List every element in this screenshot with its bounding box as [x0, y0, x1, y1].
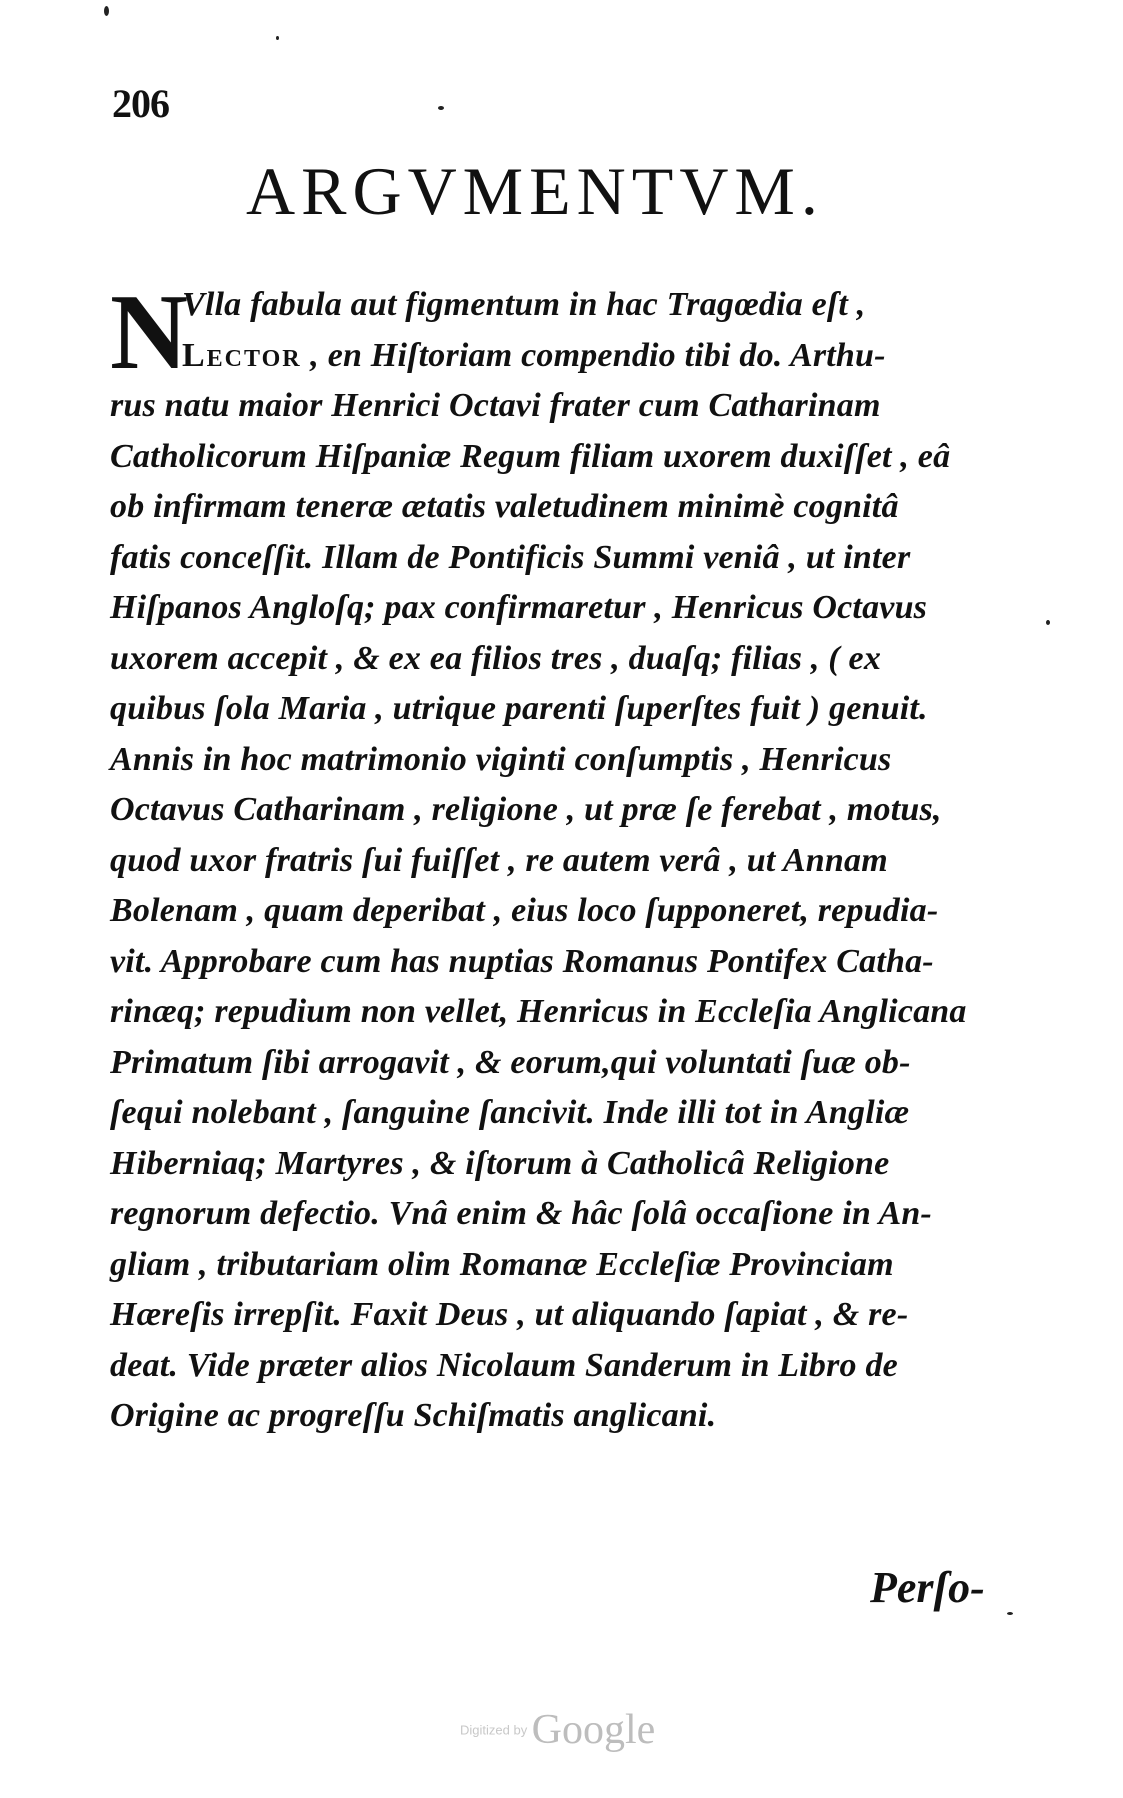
ink-speck	[276, 36, 279, 40]
text-line: quibus ſola Maria , utrique parenti ſuperſtes fuit ) genuit.	[110, 690, 928, 727]
ink-speck	[1046, 620, 1050, 625]
google-logo: Google	[531, 1707, 656, 1753]
page-number: 206	[112, 81, 169, 126]
text-line: Catholicorum Hiſpaniæ Regum filiam uxorem duxiſſet , eâ	[110, 437, 951, 475]
watermark	[460, 1706, 655, 1754]
text-line: Annis in hoc matrimonio viginti conſumptis , Henricus	[110, 740, 892, 778]
ink-speck	[104, 6, 109, 16]
watermark-prefix: Digitized by	[460, 1722, 528, 1738]
lector-word: Lector	[182, 336, 302, 374]
text-line: Origine ac progreſſu Schiſmatis anglicani.	[110, 1397, 717, 1434]
text-line: Primatum ſibi arrogavit , & eorum,qui voluntati ſuæ ob-	[110, 1043, 911, 1081]
text-line: Hiberniaq; Martyres , & iſtorum à Catholicâ Religione	[110, 1144, 890, 1182]
text-line: rus natu maior Henrici Octavi frater cum Catharinam	[110, 387, 881, 424]
text-line: Hæreſis irrepſit. Faxit Deus , ut aliquando ſapiat , & re-	[110, 1296, 909, 1333]
text-line: Octavus Catharinam , religione , ut præ ſe ferebat , motus,	[110, 791, 942, 828]
text-line: deat. Vide præter alios Nicolaum Sanderum in Libro de	[110, 1346, 898, 1384]
text-line: Bolenam , quam deperibat , eius loco ſupponeret, repudia-	[110, 892, 939, 929]
catchword: Perſo-	[870, 1563, 985, 1612]
text-line: regnorum defectio. Vnâ enim & hâc ſolâ occaſione in An-	[110, 1195, 932, 1232]
text-line: rinæq; repudium non vellet, Henricus in Eccleſia Anglicana	[110, 993, 967, 1030]
text-line	[110, 331, 1010, 382]
text-line: fatis conceſſit. Illam de Pontificis Summi veniâ , ut inter	[110, 538, 911, 576]
text-line: ob infirmam teneræ ætatis valetudinem minimè cognitâ	[110, 488, 899, 525]
ink-speck	[1007, 1612, 1013, 1615]
page-title: ARGVMENTVM.	[246, 153, 824, 229]
ink-speck	[438, 106, 444, 110]
text-line: vit. Approbare cum has nuptias Romanus Pontifex Catha-	[110, 942, 934, 980]
text-fragment: , en Hiſtoriam compendio tibi do. Arthu-	[310, 336, 886, 374]
text-line: uxorem accepit , & ex ea filios tres , duaſq; filias , ( ex	[110, 639, 882, 677]
text-line: Vlla fabula aut figmentum in hac Tragœdia eſt ,	[182, 286, 866, 323]
text-line: quod uxor fratris ſui fuiſſet , re autem verâ , ut Annam	[110, 841, 888, 879]
body-text	[110, 273, 1010, 1442]
text-line: Hiſpanos Angloſq; pax confirmaretur , Henricus Octavus	[110, 589, 928, 626]
drop-cap: N	[110, 273, 188, 392]
text-line: gliam , tributariam olim Romanæ Eccleſiæ Provinciam	[110, 1245, 894, 1283]
text-line: ſequi nolebant , ſanguine ſancivit. Inde illi tot in Angliæ	[110, 1094, 910, 1131]
